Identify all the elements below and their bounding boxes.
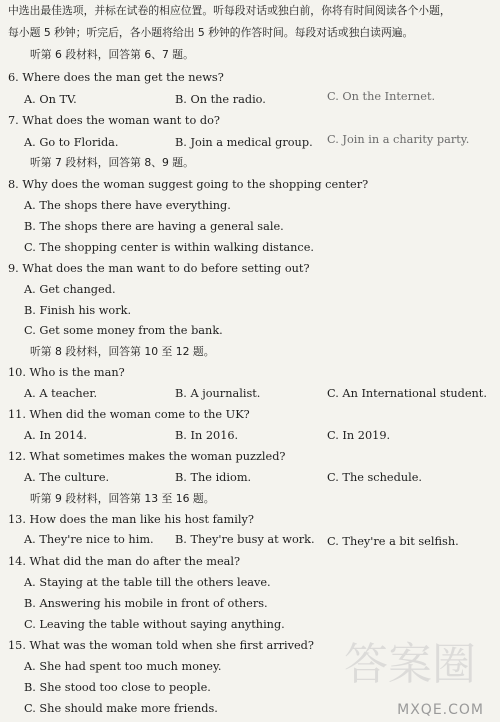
question-stem: 9. What does the man want to do before setting out? [8,262,310,275]
question-stem: 6. Where does the man get the news? [8,71,224,84]
intro-line-2: 每小题 5 秒钟；听完后，各小题将给出 5 秒钟的作答时间。每段对话或独白读两遍。 [8,26,414,39]
option-c: C. She should make more friends. [24,702,218,715]
option-c: C. In 2019. [327,429,391,442]
option-a: A. The shops there have everything. [24,199,231,212]
option-b: B. On the radio. [175,93,266,106]
section-label: 听第 7 段材料，回答第 8、9 题。 [30,156,194,169]
intro-line-1: 中选出最佳选项，并标在试卷的相应位置。听每段对话或独白前，你将有时间阅读各个小题， [8,4,451,17]
question-stem: 14. What did the man do after the meal? [8,555,241,568]
question-stem: 10. Who is the man? [8,366,125,379]
watermark [344,628,494,720]
option-b: B. She stood too close to people. [24,681,211,694]
section-label: 听第 6 段材料，回答第 6、7 题。 [30,48,194,61]
option-a: A. She had spent too much money. [24,660,222,673]
watermark-logo: 答案圈 [344,639,476,690]
option-b: B. The idiom. [175,471,252,484]
option-c: C. The shopping center is within walking distance. [24,241,315,254]
option-a: A. Go to Florida. [24,136,119,149]
option-b: B. Join a medical group. [175,136,313,149]
section-label: 听第 8 段材料，回答第 10 至 12 题。 [30,345,215,358]
option-b: B. Answering his mobile in front of others. [24,597,268,610]
option-a: A. The culture. [24,471,110,484]
option-c: C. The schedule. [327,471,422,484]
option-c: C. Leaving the table without saying anything. [24,618,285,631]
option-b: B. Finish his work. [24,304,132,317]
question-stem: 15. What was the woman told when she first arrived? [8,639,314,652]
option-c: C. On the Internet. [327,90,436,103]
option-a: A. On TV. [24,93,77,106]
option-c: C. Join in a charity party. [327,133,470,146]
option-a: A. In 2014. [24,429,88,442]
section-label: 听第 9 段材料，回答第 13 至 16 题。 [30,492,215,505]
option-c: C. An International student. [327,387,487,400]
option-c: C. They're a bit selfish. [327,535,459,548]
question-stem: 13. How does the man like his host family? [8,513,254,526]
option-b: B. They're busy at work. [175,533,315,546]
option-a: A. Staying at the table till the others leave. [24,576,271,589]
question-stem: 7. What does the woman want to do? [8,114,220,127]
option-c: C. Get some money from the bank. [24,324,223,337]
option-a: A. Get changed. [24,283,116,296]
option-b: B. In 2016. [175,429,239,442]
option-b: B. The shops there are having a general sale. [24,220,284,233]
question-stem: 8. Why does the woman suggest going to the shopping center? [8,178,369,191]
question-stem: 12. What sometimes makes the woman puzzled? [8,450,286,463]
question-stem: 11. When did the woman come to the UK? [8,408,250,421]
option-a: A. A teacher. [24,387,98,400]
option-a: A. They're nice to him. [24,533,154,546]
option-b: B. A journalist. [175,387,261,400]
watermark-site: MXQE.COM [397,702,484,718]
